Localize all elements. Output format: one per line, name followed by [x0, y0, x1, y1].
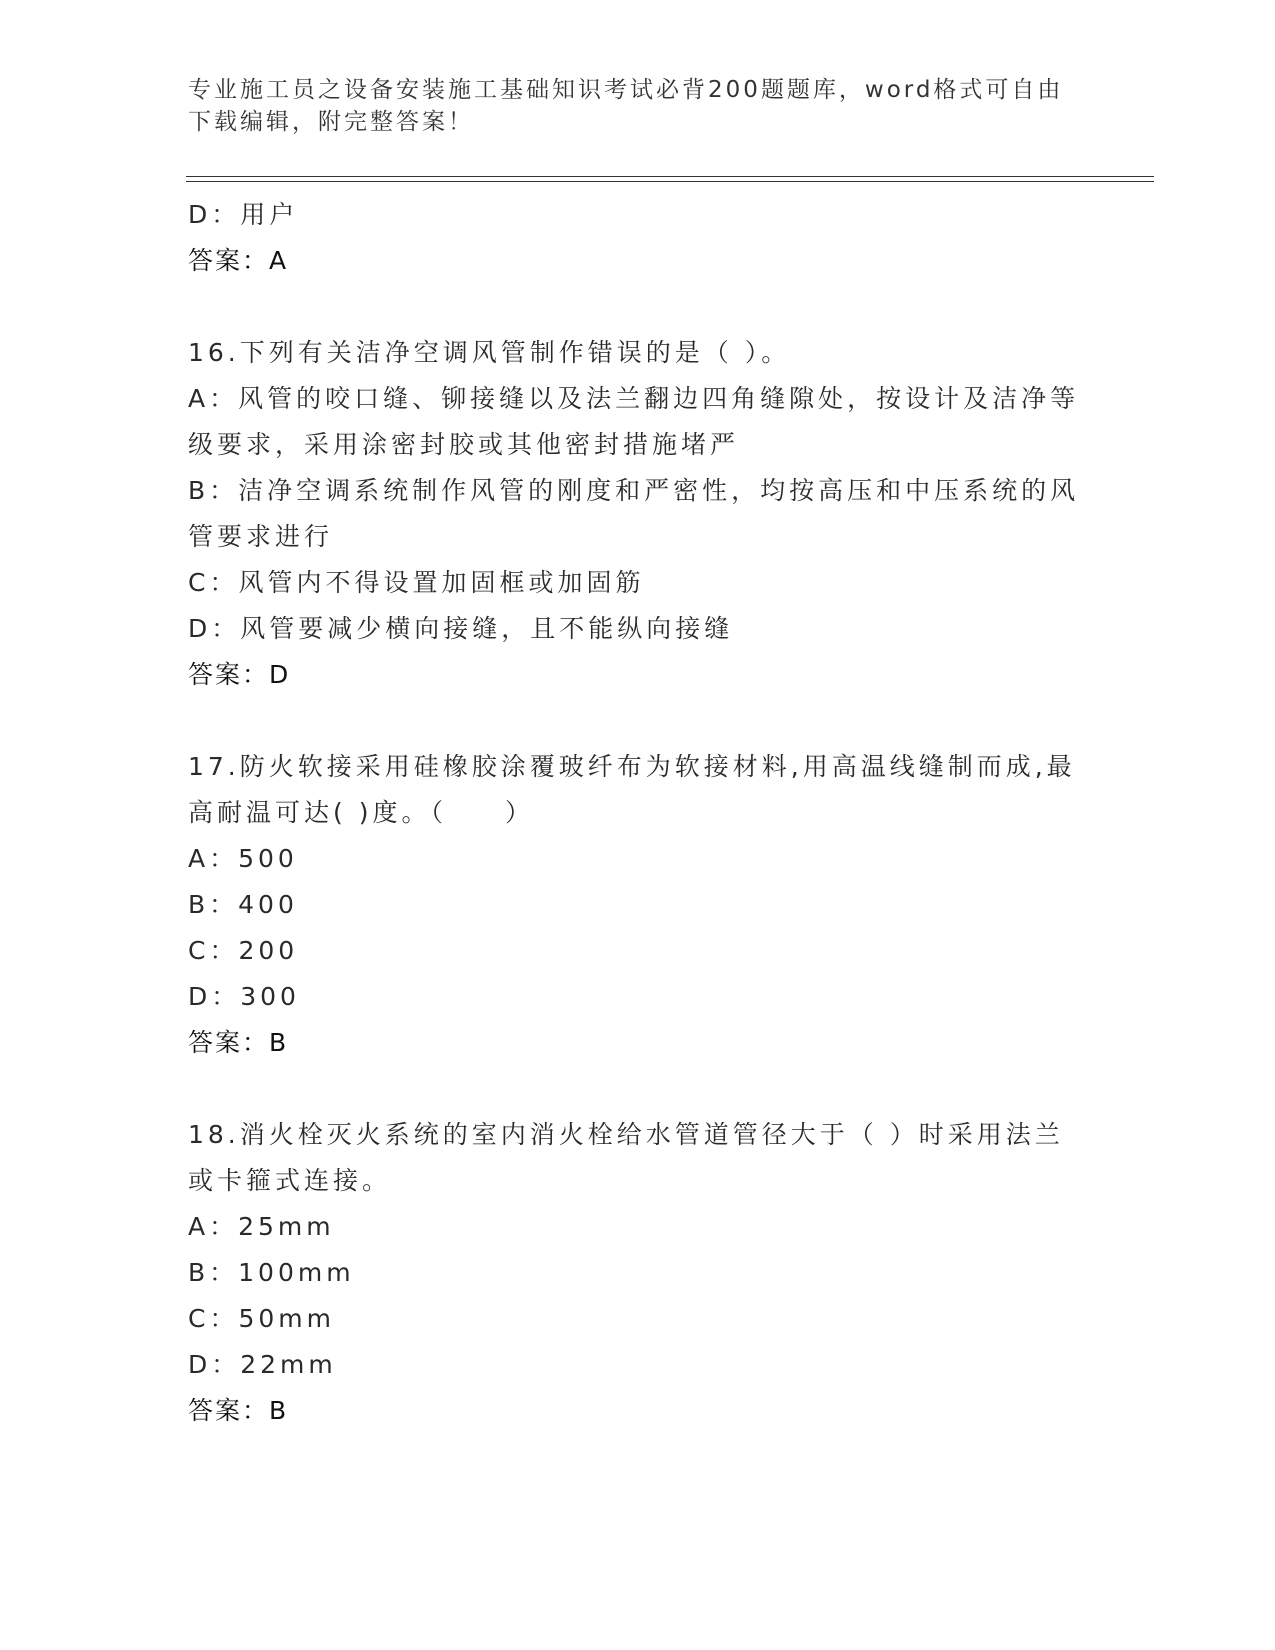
option-d: D：300 — [188, 982, 300, 1011]
option-a: A：25mm — [188, 1212, 335, 1241]
option-b: B：洁净空调系统制作风管的刚度和严密性，均按高压和中压系统的风管要求进行 — [188, 476, 1080, 551]
header-divider-top — [186, 176, 1154, 177]
option-c: C：200 — [188, 936, 299, 965]
question-16 — [188, 330, 1088, 698]
continued-answer: 答案：A — [188, 246, 289, 275]
option-b: B：100mm — [188, 1258, 355, 1287]
document-body — [188, 192, 1088, 1434]
answer: 答案：D — [188, 660, 291, 689]
header-divider-bottom — [186, 181, 1154, 182]
header-text: 专业施工员之设备安装施工基础知识考试必背200题题库，word格式可自由下载编辑，附完整答案！ — [188, 77, 1064, 135]
option-c: C：50mm — [188, 1304, 335, 1333]
option-a: A：风管的咬口缝、铆接缝以及法兰翻边四角缝隙处，按设计及洁净等级要求，采用涂密封胶或其他密封措施堵严 — [188, 384, 1080, 459]
option-d: D：22mm — [188, 1350, 337, 1379]
question-stem: 18.消火栓灭火系统的室内消火栓给水管道管径大于（ ）时采用法兰或卡箍式连接。 — [188, 1120, 1064, 1195]
option-a: A：500 — [188, 844, 298, 873]
question-17 — [188, 744, 1088, 1066]
question-stem: 17.防火软接采用硅橡胶涂覆玻纤布为软接材料,用高温线缝制而成,最高耐温可达( )度。（ ） — [188, 752, 1076, 827]
question-18 — [188, 1112, 1088, 1434]
spacer — [188, 698, 1088, 744]
question-stem: 16.下列有关洁净空调风管制作错误的是（ ）。 — [188, 338, 791, 367]
continued-option-d: D：用户 — [188, 200, 299, 229]
spacer — [188, 284, 1088, 330]
answer: 答案：B — [188, 1028, 289, 1057]
option-b: B：400 — [188, 890, 298, 919]
option-c: C：风管内不得设置加固框或加固筋 — [188, 568, 645, 597]
option-d: D：风管要减少横向接缝，且不能纵向接缝 — [188, 614, 734, 643]
answer: 答案：B — [188, 1396, 289, 1425]
spacer — [188, 1066, 1088, 1112]
